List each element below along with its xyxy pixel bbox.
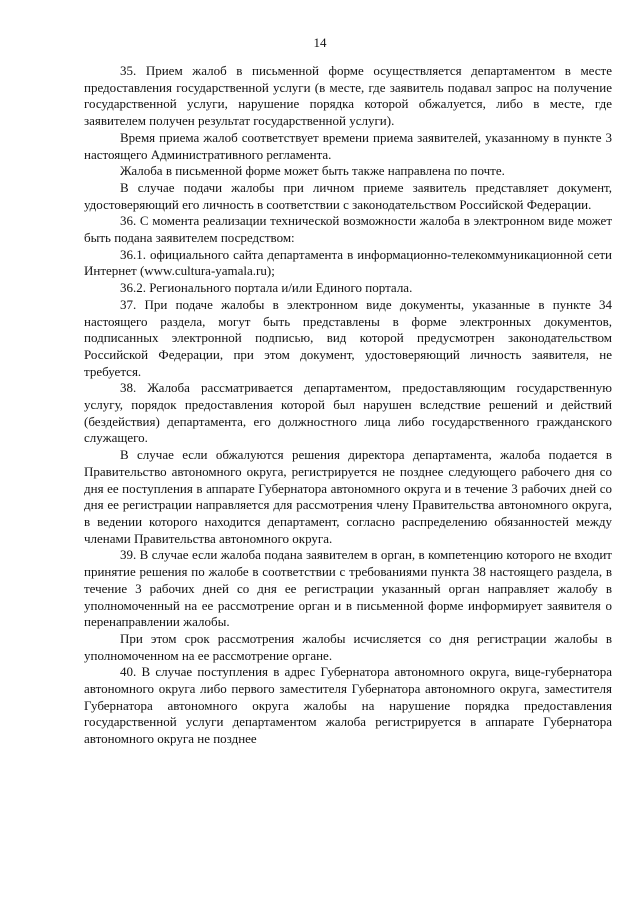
paragraph-36: 36. С момента реализации технической возможности жалоба в электронном виде может быть подана заявителем посредством: (84, 213, 612, 246)
paragraph-personal-reception: В случае подачи жалобы при личном приеме заявитель представляет документ, удостоверяющий его личность в соответствии с законодательством Российской Федерации. (84, 179, 612, 212)
paragraph-review-term: При этом срок рассмотрения жалобы исчисляется со дня регистрации жалобы в уполномоченном на ее рассмотрение органе. (84, 630, 612, 663)
paragraph-director-appeal: В случае если обжалуются решения директора департамента, жалоба подается в Правительство автономного округа, регистрируется не позднее следующего рабочего дня со дня ее поступления в аппарате Губернатора автономного округа и в течение 3 рабочих дней со дня ее регистрации направляется для рассмотрения члену Правительства автономного округа, в ведении которого находится департамент, согласно распределению обязанностей между членами Правительства автономного округа. (84, 447, 612, 546)
paragraph-37: 37. При подаче жалобы в электронном виде документы, указанные в пункте 34 настоящего раздела, могут быть представлены в форме электронных документов, подписанных электронной подписью, вид которой предусмотрен законодательством Российской Федерации, при этом документ, удостоверяющий личность заявителя, не требуется. (84, 296, 612, 379)
paragraph-36-1: 36.1. официального сайта департамента в информационно-телекоммуникационной сети Интернет (www.cultura-yamala.ru); (84, 246, 612, 279)
paragraph-by-mail: Жалоба в письменной форме может быть также направлена по почте. (120, 163, 505, 179)
paragraph-38: 38. Жалоба рассматривается департаментом, предоставляющим государственную услугу, порядок предоставления которой был нарушен вследствие решений и действий (бездействия) департамента, его должностного лица либо государственного гражданского служащего. (84, 380, 612, 446)
page-number: 14 (313, 35, 327, 50)
paragraph-39: 39. В случае если жалоба подана заявителем в орган, в компетенцию которого не входит принятие решения по жалобе в соответствии с требованиями пункта 38 настоящего раздела, в течение 3 рабочих дней со дня ее регистрации указанный орган направляет жалобу в уполномоченный на ее рассмотрение орган и в письменной форме информирует заявителя о перенаправлении жалобы. (84, 547, 612, 630)
paragraph-40: 40. В случае поступления в адрес Губернатора автономного округа, вице-губернатора автономного округа либо первого заместителя Губернатора автономного округа, заместителя Губернатора автономного округа жалобы на нарушение порядка предоставления государственной услуги департаментом жалоба регистрируется в аппарате Губернатора автономного округа не позднее (84, 664, 612, 747)
document-body (84, 63, 612, 748)
paragraph-36-2: 36.2. Регионального портала и/или Единого портала. (120, 280, 413, 296)
paragraph-35: 35. Прием жалоб в письменной форме осуществляется департаментом в месте предоставления государственной услуги (в месте, где заявитель подавал запрос на получение государственной услуги, нарушение порядка которой обжалуется, либо в месте, где заявителем получен результат государственной услуги). (84, 63, 612, 129)
paragraph-reception-time: Время приема жалоб соответствует времени приема заявителей, указанному в пункте 3 настоящего Административного регламента. (84, 129, 612, 162)
